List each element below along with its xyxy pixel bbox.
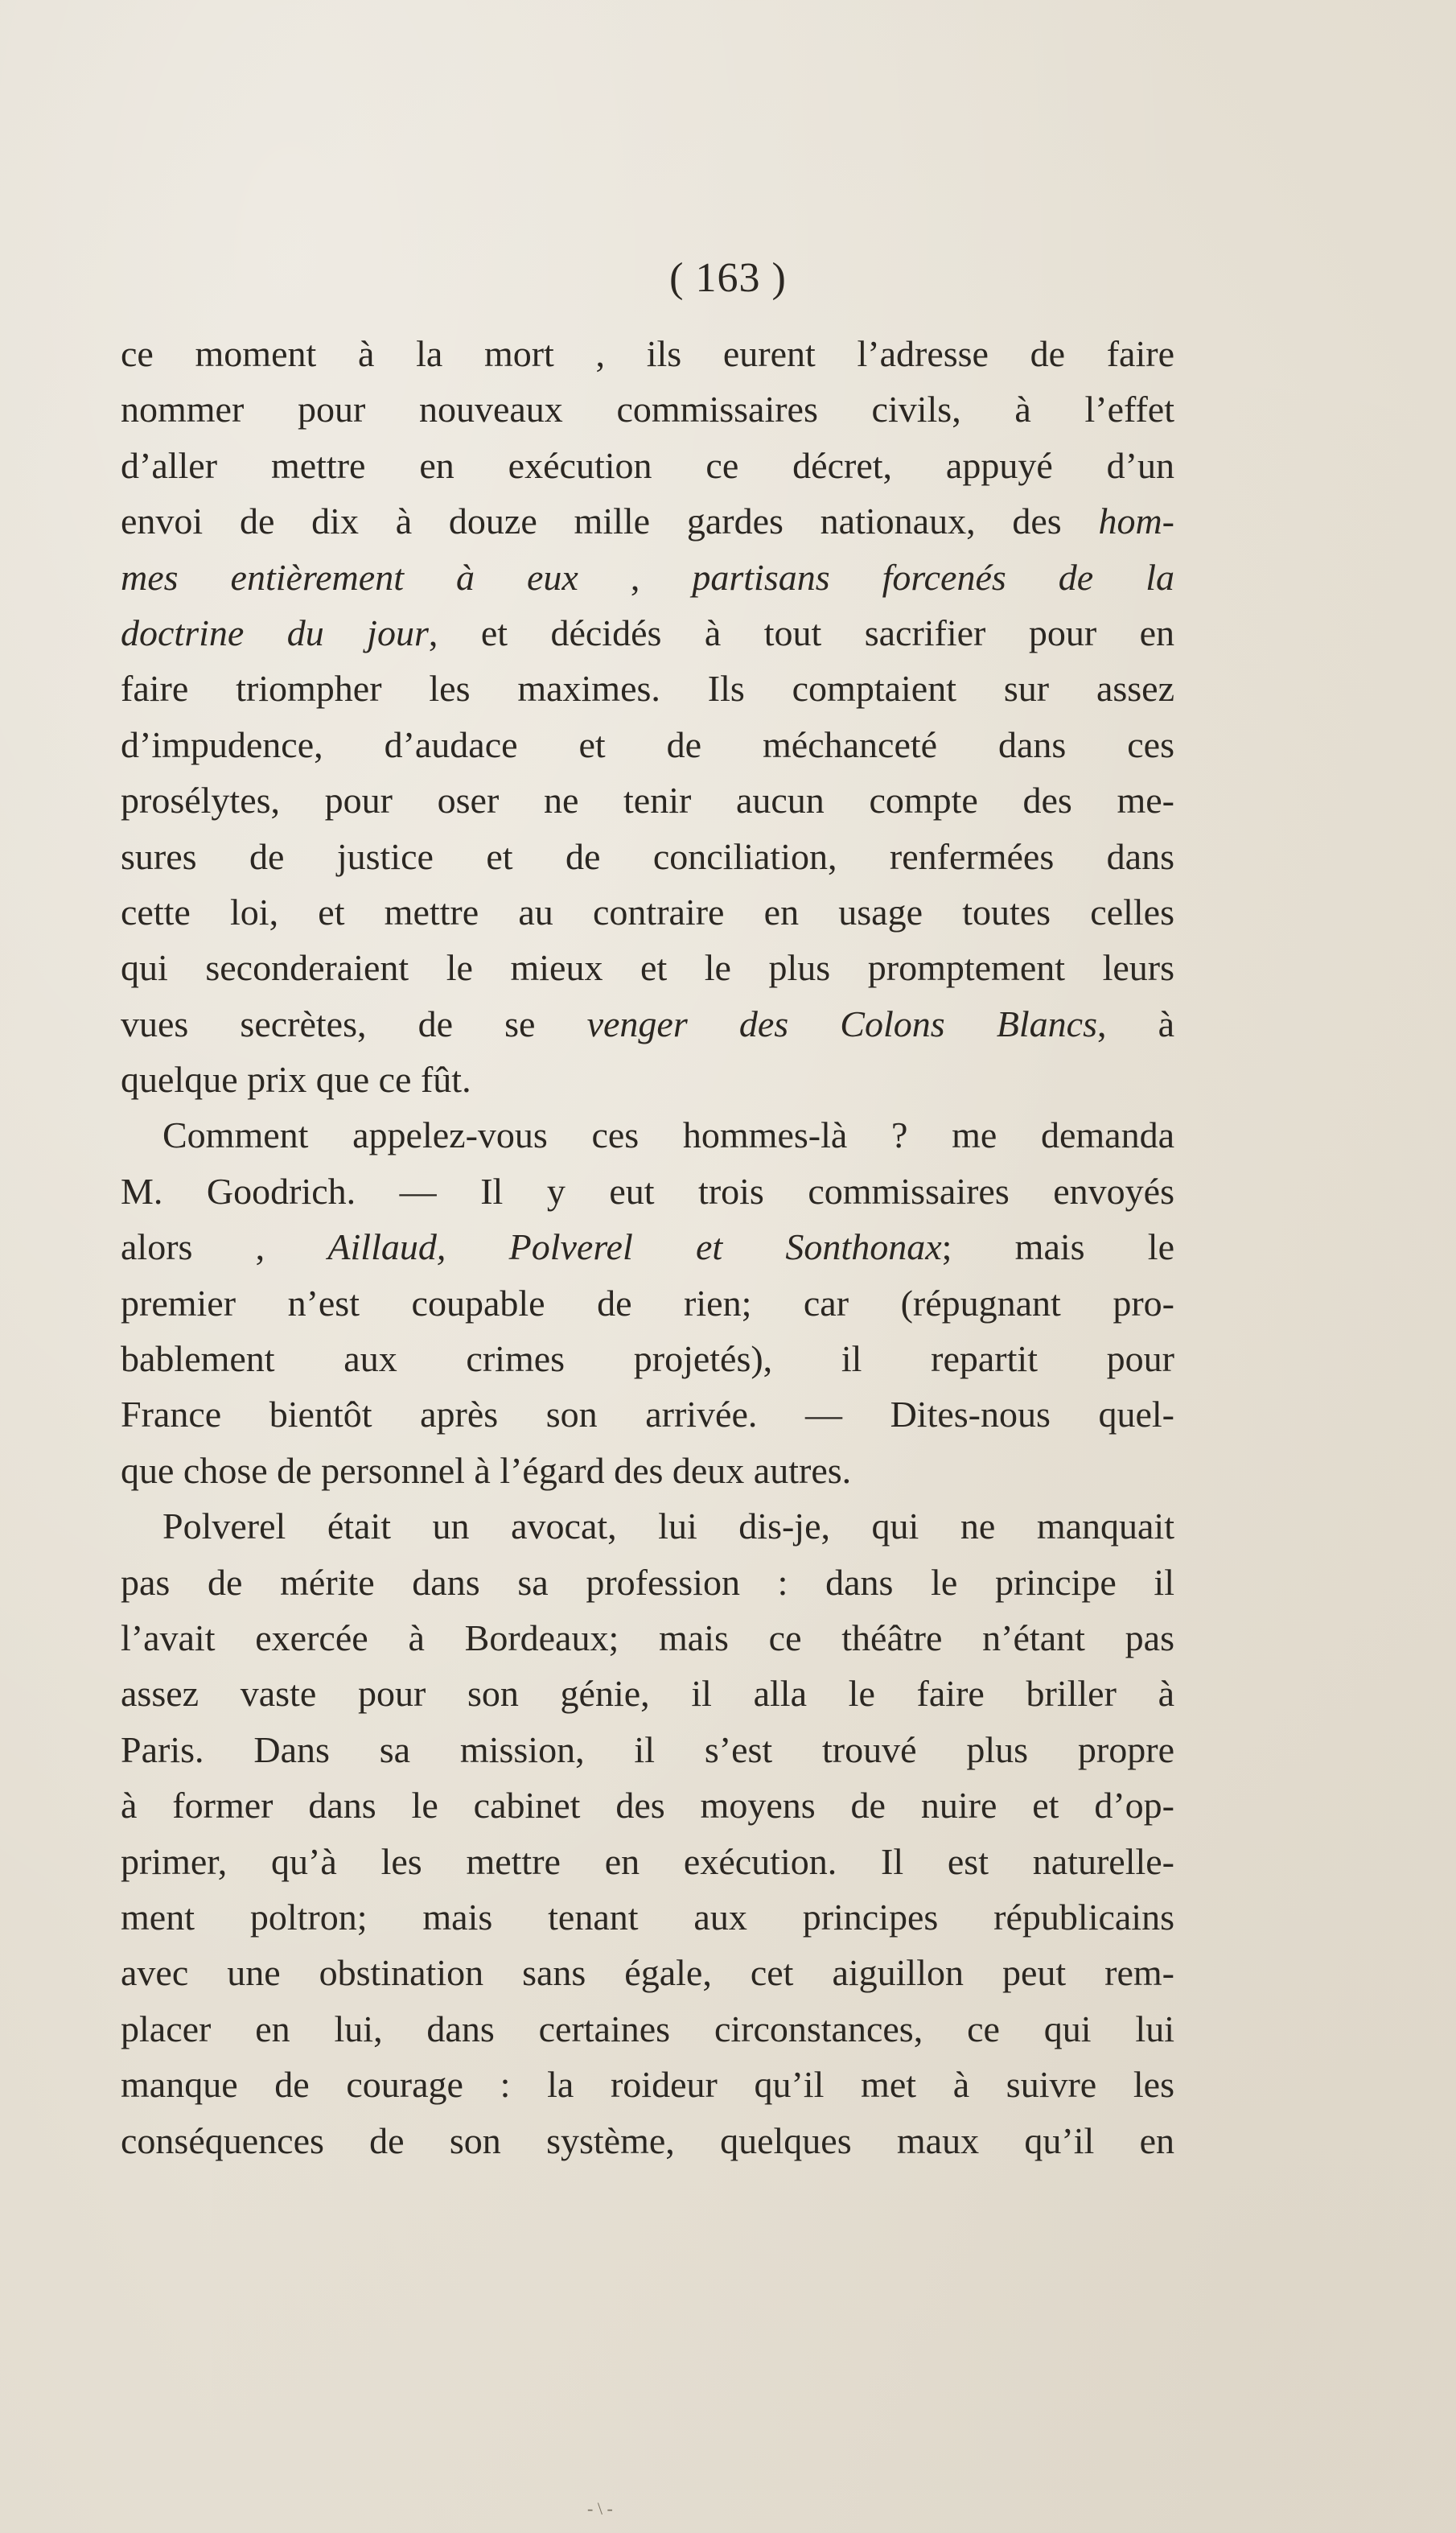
text-segment: faire triompher les maximes. Ils comptaient sur assez [121, 668, 1174, 710]
text-segment: ; mais le [941, 1226, 1174, 1268]
text-line [121, 1275, 1174, 1331]
text-line [121, 717, 1174, 772]
text-line [121, 493, 1174, 549]
text-segment: Polverel était un avocat, lui dis-je, qui ne manquait [162, 1505, 1174, 1547]
text-line [121, 1164, 1174, 1219]
text-segment: primer, qu’à les mettre en exécution. Il est naturelle- [121, 1840, 1174, 1882]
text-line [121, 1666, 1174, 1721]
text-line [121, 2113, 1174, 2168]
text-line [121, 1555, 1174, 1610]
text-segment: ce moment à la mort , ils eurent l’adresse de faire [121, 333, 1174, 374]
italic-phrase: partisans forcenés de la [692, 556, 1175, 598]
text-line [121, 381, 1174, 437]
text-line [121, 550, 1174, 605]
text-segment: qui seconderaient le mieux et le plus promptement leurs [121, 947, 1174, 989]
italic-phrase: venger des Colons Blancs [586, 1003, 1097, 1044]
text-segment: , et décidés à tout sacrifier pour en [428, 612, 1174, 653]
text-segment: à former dans le cabinet des moyens de nuire et d’op- [121, 1785, 1174, 1827]
text-segment: quelque prix que ce fût. [121, 1059, 471, 1101]
text-segment: alors , [121, 1226, 328, 1268]
italic-phrase: doctrine du jour [121, 612, 429, 653]
text-line [121, 940, 1174, 995]
text-line [121, 884, 1174, 940]
text-line [121, 1331, 1174, 1386]
footer-mark: - \ - [587, 2498, 613, 2519]
text-segment: Comment appelez-vous ces hommes-là ? me demanda [162, 1114, 1174, 1156]
text-segment: d’aller mettre en exécution ce décret, appuyé d’un [121, 444, 1174, 486]
text-line [121, 661, 1174, 716]
text-segment: ment poltron; mais tenant aux principes républicains [121, 1896, 1174, 1938]
text-line [121, 1889, 1174, 1945]
text-segment: conséquences de son système, quelques maux qu’il en [121, 2119, 1174, 2161]
text-segment: d’impudence, d’audace et de méchanceté dans ces [121, 723, 1174, 765]
text-segment: avec une obstination sans égale, cet aiguillon peut rem- [121, 1952, 1174, 1994]
text-segment: Paris. Dans sa mission, il s’est trouvé plus propre [121, 1728, 1174, 1770]
text-segment: France bientôt après son arrivée. — Dites-nous quel- [121, 1394, 1174, 1435]
text-line [121, 438, 1174, 493]
text-segment: nommer pour nouveaux commissaires civils, à l’effet [121, 389, 1174, 430]
text-line [121, 1834, 1174, 1889]
text-segment: cette loi, et mettre au contraire en usage toutes celles [121, 891, 1174, 933]
text-line [121, 1386, 1174, 1442]
text-segment: vues secrètes, de se [121, 1003, 587, 1044]
text-line [121, 605, 1174, 661]
text-line [121, 1107, 1174, 1163]
text-segment: prosélytes, pour oser ne tenir aucun compte des me- [121, 780, 1174, 822]
italic-phrase: hom- [1098, 500, 1174, 542]
text-segment: bablement aux crimes projetés), il repartit pour [121, 1338, 1174, 1380]
italic-phrase: mes entièrement à eux [121, 556, 578, 598]
text-segment: sures de justice et de conciliation, renfermées dans [121, 835, 1174, 877]
text-segment: manque de courage : la roideur qu’il met à suivre les [121, 2064, 1174, 2106]
body-text [121, 326, 1174, 2168]
text-line [121, 2057, 1174, 2112]
text-segment: premier n’est coupable de rien; car (répugnant pro- [121, 1282, 1174, 1324]
text-line [121, 1052, 1174, 1107]
text-segment: , à [1096, 1003, 1175, 1044]
page-number: ( 163 ) [669, 255, 787, 301]
text-line [121, 996, 1174, 1052]
text-segment: l’avait exercée à Bordeaux; mais ce théâtre n’étant pas [121, 1617, 1174, 1658]
text-line [121, 829, 1174, 884]
text-segment: envoi de dix à douze mille gardes nationaux, des [121, 500, 1099, 542]
text-segment: placer en lui, dans certaines circonstances, ce qui lui [121, 2008, 1174, 2049]
text-line [121, 772, 1174, 828]
text-line [121, 1945, 1174, 2000]
text-line [121, 1777, 1174, 1833]
text-line [121, 1722, 1174, 1777]
text-line [121, 1443, 1174, 1498]
text-segment: M. Goodrich. — Il y eut trois commissaires envoyés [121, 1170, 1174, 1212]
text-segment: assez vaste pour son génie, il alla le faire briller à [121, 1673, 1174, 1715]
text-segment: que chose de personnel à l’égard des deux autres. [121, 1449, 852, 1491]
text-segment: , [578, 556, 693, 598]
text-segment: pas de mérite dans sa profession : dans le principe il [121, 1561, 1174, 1603]
text-line [121, 2001, 1174, 2057]
italic-phrase: Aillaud, Polverel et Sonthonax [327, 1226, 942, 1268]
text-line [121, 326, 1174, 381]
text-line [121, 1610, 1174, 1666]
text-line [121, 1498, 1174, 1554]
text-line [121, 1219, 1174, 1275]
